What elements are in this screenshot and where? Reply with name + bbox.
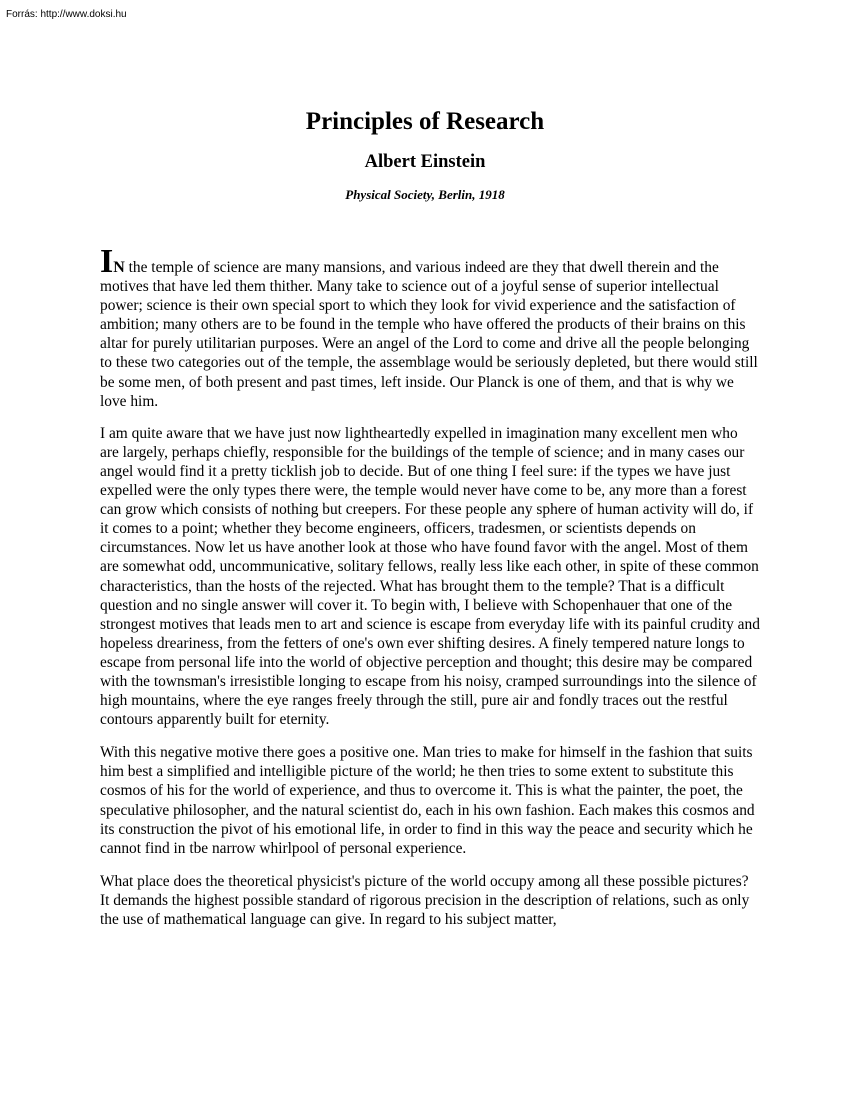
paragraph-1-text: the temple of science are many mansions, and various indeed are they that dwell therein and the motives that have led them thither. Many take to science out of a joyful sense of superior intellectual power; science is their own special sport to which they look for vivid experience and the satisfaction of ambition; many others are to be found in the temple who have offered the products of their brains on this altar for purely utilitarian purposes. Were an angel of the Lord to come and drive all the people belonging to these two categories out of the temple, the assemblage would be seriously depleted, but there would still be some men, of both present and past times, left inside. Our Planck is one of them, and that is why we love him. [100,259,758,410]
paragraph-3: With this negative motive there goes a positive one. Man tries to make for himself in the fashion that suits him best a simplified and intelligible picture of the world; he then tries to some extent to substitute this cosmos of his for the world of experience, and thus to overcome it. This is what the painter, the poet, the speculative philosopher, and the natural scientist do, each in his own fashion. Each makes this cosmos and its construction the pivot of his emotional life, in order to find in this way the peace and security which he cannot find in tbe narrow whirlpool of personal experience. [100,744,755,857]
paragraph-2: I am quite aware that we have just now lightheartedly expelled in imagination many excellent men who are largely, perhaps chiefly, responsible for the buildings of the temple of science; and in many cases our angel would find it a pretty ticklish job to decide. But of one thing I feel sure: if the types we have just expelled were the only types there were, the temple would never have come to be, any more than a forest can grow which consists of nothing but creepers. For these people any sphere of human activity will do, if it comes to a point; whether they become engineers, officers, tradesmen, or scientists depends on circumstances. Now let us have another look at those who have found favor with the angel. Most of them are somewhat odd, uncommunicative, solitary fellows, really less like each other, in spite of these common characteristics, than the hosts of the rejected. What has brought them to the temple? That is a difficult question and no single answer will cover it. To begin with, I believe with Schopenhauer that one of the strongest motives that leads men to art and science is escape from everyday life with its painful crudity and hopeless dreariness, from the fetters of one's own ever shifting desires. A finely tempered nature longs to escape from personal life into the world of objective perception and thought; this desire may be compared with the townsman's irresistible longing to escape from his noisy, cramped surroundings into the silence of high mountains, where the eye ranges freely through the still, pure air and fondly traces out the restful contours apparently built for eternity. [100,424,760,729]
article-body [100,243,760,943]
drop-cap: I [100,243,114,280]
paragraph-1 [100,243,760,411]
venue-line: Physical Society, Berlin, 1918 [345,187,505,202]
author-name: Albert Einstein [364,152,486,172]
source-note: Forrás: http://www.doksi.hu [6,9,127,20]
drop-cap-continuation: N [113,259,125,276]
paragraph-4: What place does the theoretical physicist's picture of the world occupy among all these possible pictures? It demands the highest possible standard of rigorous precision in the description of relations, such as only the use of mathematical language can give. In regard to his subject matter, [100,872,750,928]
page-title: Principles of Research [305,108,545,135]
